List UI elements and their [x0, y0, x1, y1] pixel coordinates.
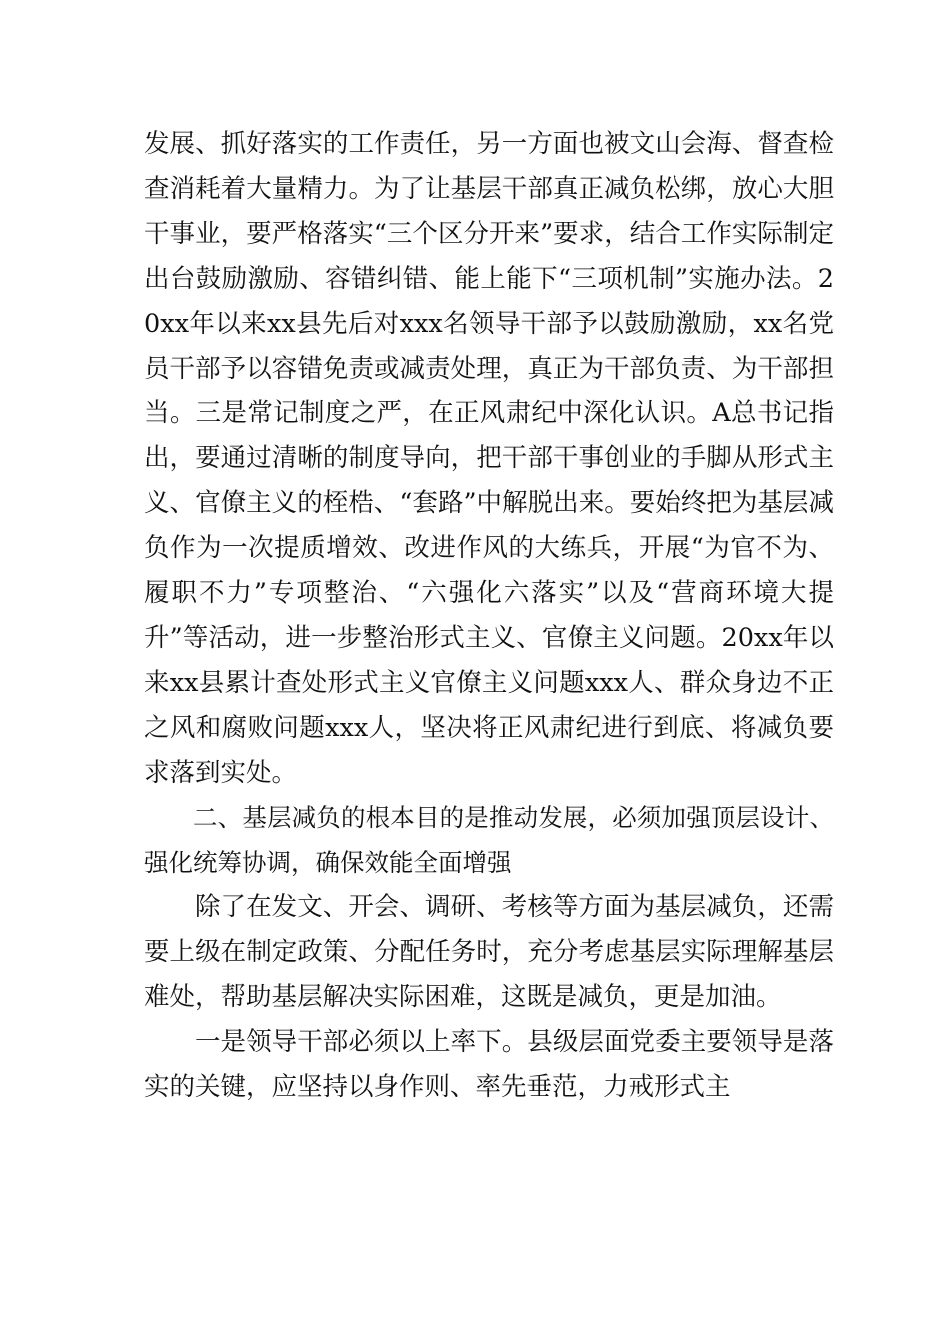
section-heading: 二、基层减负的根本目的是推动发展，必须加强顶层设计、强化统筹协调，确保效能全面增强 — [144, 802, 834, 877]
paragraph-point-one: 一是领导干部必须以上率下。县级层面党委主要领导是落实的关键，应坚持以身作则、率先垂范，力戒形式主 — [144, 1027, 834, 1103]
paragraph-continued: 发展、抓好落实的工作责任，另一方面也被文山会海、督查检查消耗着大量精力。为了让基层干部真正减负松绑，放心大胆干事业，要严格落实“三个区分开来”要求，结合工作实际制定出台鼓励激励、容错纠错、能上能下“三项机制”实施办法。20xx年以来xx县先后对xxx名领导干部予以鼓励激励，xx名党员干部予以容错免责或减责处理，真正为干部负责、为干部担当。三是常记制度之严，在正风肃纪中深化认识。A总书记指出，要通过清晰的制度导向，把干部干事创业的手脚从形式主义、官僚主义的桎梏、“套路”中解脱出来。要始终把为基层减负作为一次提质增效、改进作风的大练兵，开展“为官不为、履职不力”专项整治、“六强化六落实”以及“营商环境大提升”等活动，进一步整治形式主义、官僚主义问题。20xx年以来xx县累计查处形式主义官僚主义问题xxx人、群众身边不正之风和腐败问题xxx人，坚决将正风肃纪进行到底、将减负要求落到实处。 — [144, 129, 834, 788]
document-body — [144, 122, 834, 1110]
paragraph-intro: 除了在发文、开会、调研、考核等方面为基层减负，还需要上级在制定政策、分配任务时，充分考虑基层实际理解基层难处，帮助基层解决实际困难，这既是减负，更是加油。 — [144, 892, 834, 1013]
